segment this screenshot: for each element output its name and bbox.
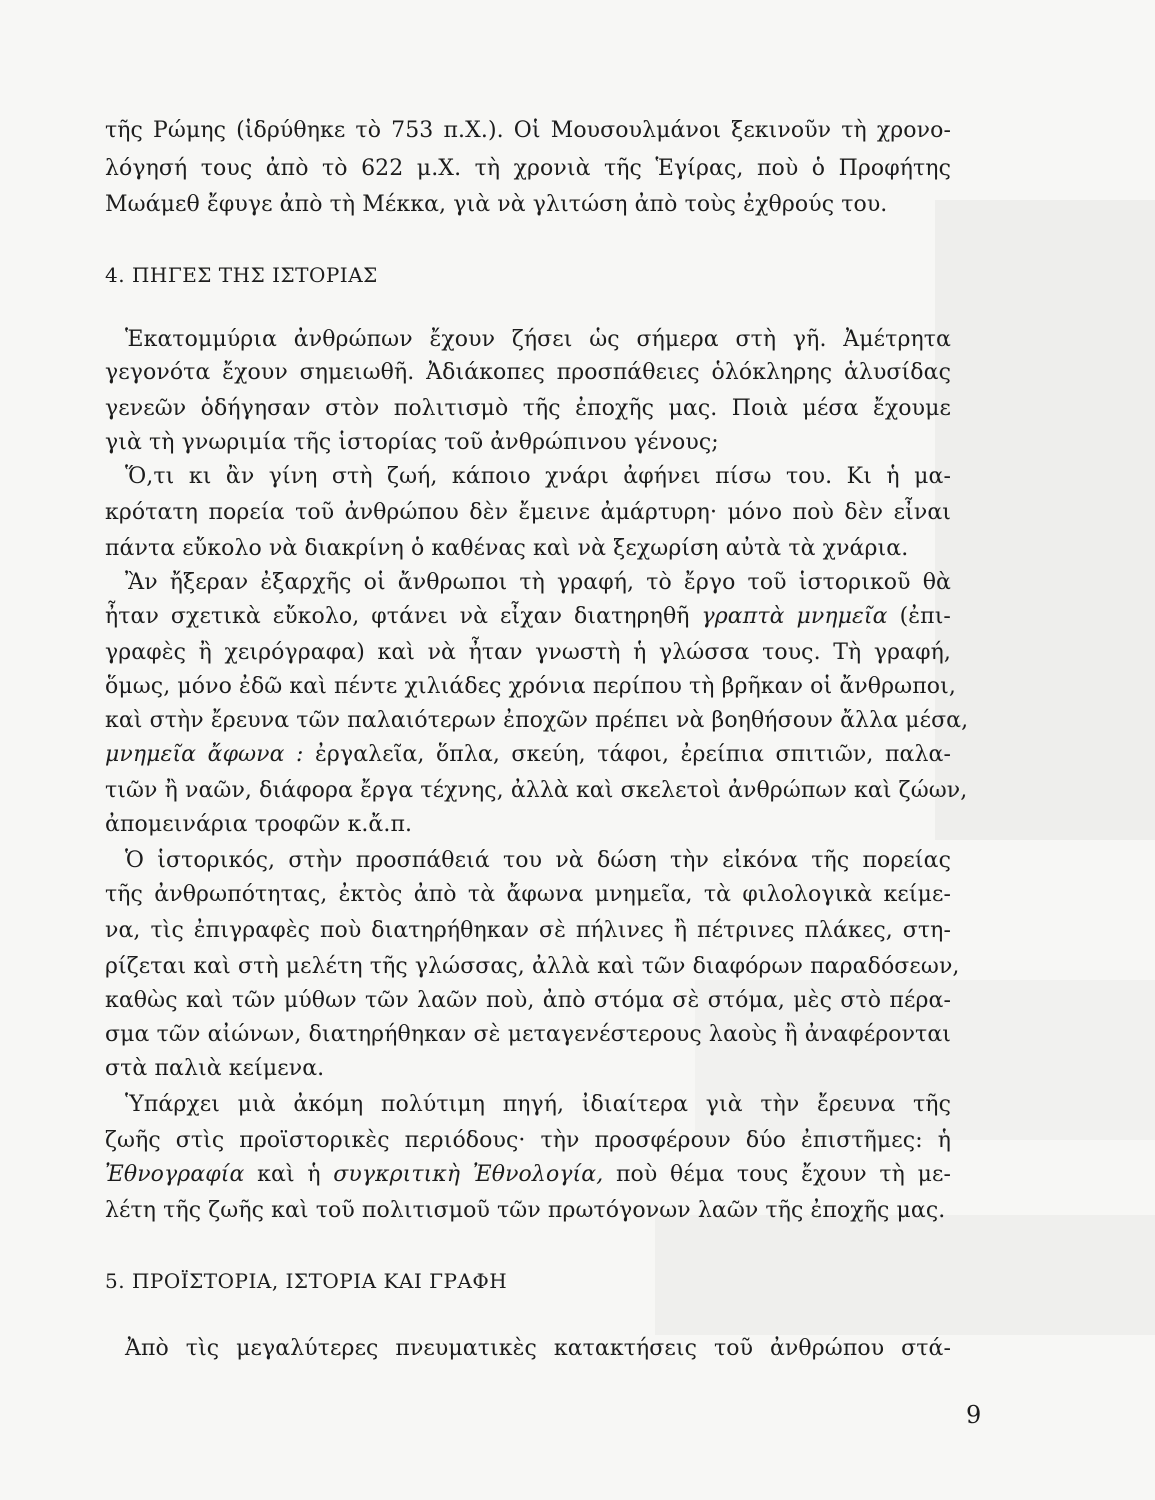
text-span: ποὺ θέμα τους ἔχουν τὴ με- bbox=[603, 1162, 952, 1187]
text-line: λόγησή τους ἀπὸ τὸ 622 μ.Χ. τὴ χρονιὰ τῆς Ἑγίρας, ποὺ ὁ Προφήτης bbox=[105, 156, 951, 181]
text-line: γεγονότα ἔχουν σημειωθῆ. Ἀδιάκοπες προσπάθειες ὁλόκληρης ἁλυσίδας bbox=[105, 360, 951, 385]
show-through-shadow bbox=[655, 1215, 1155, 1335]
text-line: γραφὲς ἢ χειρόγραφα) καὶ νὰ ἦταν γνωστὴ ἡ γλώσσα τους. Τὴ γραφή, bbox=[105, 640, 951, 665]
text-line: ζωῆς στὶς προϊστορικὲς περιόδους· τὴν προσφέρουν δύο ἐπιστῆμες: ἡ bbox=[105, 1128, 951, 1153]
text-span: καὶ ἡ bbox=[244, 1162, 334, 1187]
text-line: κρότατη πορεία τοῦ ἀνθρώπου δὲν ἔμεινε ἀμάρτυρη· μόνο ποὺ δὲν εἶναι bbox=[105, 500, 951, 525]
page-number: 9 bbox=[966, 1401, 982, 1429]
text-line bbox=[105, 1160, 951, 1190]
text-line: να, τὶς ἐπιγραφὲς ποὺ διατηρήθηκαν σὲ πήλινες ἢ πέτρινες πλάκες, στη- bbox=[105, 918, 951, 943]
text-line: τιῶν ἢ ναῶν, διάφορα ἔργα τέχνης, ἀλλὰ καὶ σκελετοὶ ἀνθρώπων καὶ ζώων, bbox=[105, 778, 968, 803]
text-line: τῆς Ρώμης (ἱδρύθηκε τὸ 753 π.Χ.). Οἱ Μουσουλμάνοι ξεκινοῦν τὴ χρονο- bbox=[105, 118, 951, 143]
text-line: πάντα εὔκολο νὰ διακρίνη ὁ καθένας καὶ νὰ ξεχωρίση αὐτὰ τὰ χνάρια. bbox=[105, 536, 909, 561]
text-line: ἀπομεινάρια τροφῶν κ.ἄ.π. bbox=[105, 812, 413, 837]
text-span: ἦταν σχετικὰ εὔκολο, φτάνει νὰ εἶχαν διατηρηθῆ bbox=[105, 604, 702, 629]
text-line bbox=[105, 740, 951, 770]
text-line: Ἑκατομμύρια ἀνθρώπων ἔχουν ζήσει ὡς σήμερα στὴ γῆ. Ἀμέτρητα bbox=[125, 327, 951, 352]
italic-term: συγκριτικὴ Ἐθνολογία, bbox=[333, 1162, 604, 1187]
text-line: Ὁ ἱστορικός, στὴν προσπάθειά του νὰ δώση τὴν εἰκόνα τῆς πορείας bbox=[125, 848, 951, 873]
text-line: ὅμως, μόνο ἐδῶ καὶ πέντε χιλιάδες χρόνια περίπου τὴ βρῆκαν οἱ ἄνθρωποι, bbox=[105, 674, 956, 699]
text-line: σμα τῶν αἰώνων, διατηρήθηκαν σὲ μεταγενέστερους λαοὺς ἢ ἀναφέρονται bbox=[105, 1022, 951, 1047]
text-line: γενεῶν ὁδήγησαν στὸν πολιτισμὸ τῆς ἐποχῆς μας. Ποιὰ μέσα ἔχουμε bbox=[105, 396, 951, 421]
text-line: ρίζεται καὶ στὴ μελέτη τῆς γλώσσας, ἀλλὰ καὶ τῶν διαφόρων παραδόσεων, bbox=[105, 954, 960, 979]
text-line: τῆς ἀνθρωπότητας, ἐκτὸς ἀπὸ τὰ ἄφωνα μνημεῖα, τὰ φιλολογικὰ κείμε- bbox=[105, 882, 951, 907]
italic-term: γραπτὰ μνημεῖα bbox=[701, 604, 888, 629]
text-line bbox=[105, 602, 951, 632]
text-line: Ἀπὸ τὶς μεγαλύτερες πνευματικὲς κατακτήσεις τοῦ ἀνθρώπου στά- bbox=[125, 1336, 951, 1361]
text-line: Ἂν ἤξεραν ἐξαρχῆς οἱ ἄνθρωποι τὴ γραφή, τὸ ἔργο τοῦ ἱστορικοῦ θὰ bbox=[125, 570, 951, 595]
section-heading: 4. ΠΗΓΕΣ ΤΗΣ ΙΣΤΟΡΙΑΣ bbox=[105, 263, 378, 287]
text-line: Ὑπάρχει μιὰ ἀκόμη πολύτιμη πηγή, ἰδιαίτερα γιὰ τὴν ἔρευνα τῆς bbox=[125, 1092, 951, 1117]
italic-term: Ἐθνογραφία bbox=[105, 1162, 245, 1187]
italic-term: μνημεῖα ἄφωνα : bbox=[105, 742, 304, 767]
text-span: ἐργαλεῖα, ὅπλα, σκεύη, τάφοι, ἐρείπια σπιτιῶν, παλα- bbox=[303, 742, 951, 767]
text-line: στὰ παλιὰ κείμενα. bbox=[105, 1056, 325, 1081]
text-line: καὶ στὴν ἔρευνα τῶν παλαιότερων ἐποχῶν πρέπει νὰ βοηθήσουν ἄλλα μέσα, bbox=[105, 708, 969, 733]
text-line: Ὅ,τι κι ἂν γίνη στὴ ζωή, κάποιο χνάρι ἀφήνει πίσω του. Κι ἡ μα- bbox=[125, 464, 951, 489]
text-line: γιὰ τὴ γνωριμία τῆς ἱστορίας τοῦ ἀνθρώπινου γένους; bbox=[105, 430, 719, 455]
text-line: λέτη τῆς ζωῆς καὶ τοῦ πολιτισμοῦ τῶν πρωτόγονων λαῶν τῆς ἐποχῆς μας. bbox=[105, 1198, 946, 1223]
show-through-shadow bbox=[935, 200, 1155, 840]
text-span: (ἐπι- bbox=[887, 604, 951, 629]
text-line: καθὼς καὶ τῶν μύθων τῶν λαῶν ποὺ, ἀπὸ στόμα σὲ στόμα, μὲς στὸ πέρα- bbox=[105, 988, 951, 1013]
text-line: Μωάμεθ ἔφυγε ἀπὸ τὴ Μέκκα, γιὰ νὰ γλιτώση ἀπὸ τοὺς ἐχθρούς του. bbox=[105, 192, 888, 217]
section-heading: 5. ΠΡΟΪΣΤΟΡΙΑ, ΙΣΤΟΡΙΑ ΚΑΙ ΓΡΑΦΗ bbox=[105, 1269, 508, 1293]
